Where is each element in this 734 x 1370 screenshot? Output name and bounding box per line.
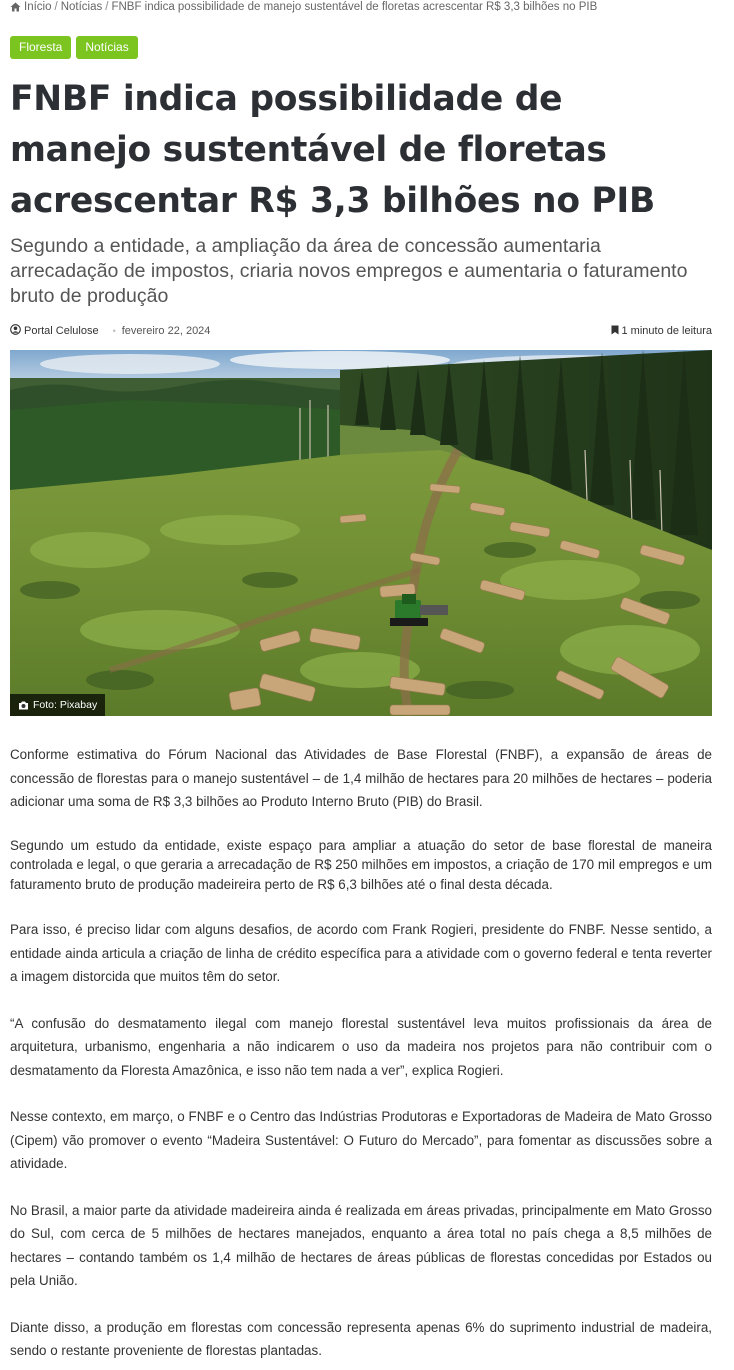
home-icon bbox=[10, 2, 21, 12]
forest-clearing-photo bbox=[10, 350, 712, 716]
featured-image bbox=[10, 350, 712, 716]
publish-date: fevereiro 22, 2024 bbox=[121, 325, 211, 337]
reading-time-label: 1 minuto de leitura bbox=[621, 325, 712, 337]
article-meta bbox=[10, 323, 712, 339]
reading-time bbox=[611, 325, 713, 338]
breadcrumb-home-link[interactable]: Início bbox=[24, 1, 52, 13]
author-link[interactable] bbox=[10, 324, 99, 338]
user-circle-icon bbox=[10, 324, 21, 338]
article-title: FNBF indica possibilidade de manejo sustentável de floretas acrescentar R$ 3,3 bilhões no PIB bbox=[10, 79, 655, 221]
tag-floresta[interactable]: Floresta bbox=[10, 36, 71, 59]
camera-icon bbox=[18, 701, 29, 710]
article-paragraph: Para isso, é preciso lidar com alguns desafios, de acordo com Frank Rogieri, presidente do FNBF. Nesse sentido, a entidade ainda articula a criação de linha de crédito específica para a atividade com o governo federal e tenta reverter a imagem distorcida que muitos têm do setor. bbox=[10, 922, 712, 984]
tag-noticias[interactable]: Notícias bbox=[76, 36, 137, 59]
article-paragraph: Diante disso, a produção em florestas com concessão representa apenas 6% do suprimento industrial de madeira, sendo o restante proveniente de florestas plantadas. bbox=[10, 1319, 712, 1358]
bookmark-icon bbox=[611, 325, 619, 338]
author-name: Portal Celulose bbox=[24, 325, 99, 337]
breadcrumb-current: FNBF indica possibilidade de manejo sustentável de floretas acrescentar R$ 3,3 bilhões no PIB bbox=[111, 1, 598, 13]
article-subtitle: Segundo a entidade, a ampliação da área de concessão aumentaria arrecadação de impostos, criaria novos empregos e aumentaria o faturamento bruto de produção bbox=[10, 235, 688, 307]
article-body bbox=[10, 743, 712, 1370]
breadcrumb bbox=[10, 1, 597, 13]
meta-separator: • bbox=[112, 326, 116, 336]
image-caption bbox=[10, 694, 105, 716]
article-paragraph: Nesse contexto, em março, o FNBF e o Centro das Indústrias Produtoras e Exportadoras de Madeira de Mato Grosso (Cipem) vão promover o evento “Madeira Sustentável: O Futuro do Mercado”, para fomentar as discussões sobre a atividade. bbox=[10, 1109, 712, 1171]
breadcrumb-section-link[interactable]: Notícias bbox=[60, 1, 103, 13]
article-paragraph: Segundo um estudo da entidade, existe espaço para ampliar a atuação do setor de base florestal de maneira controlada e legal, o que geraria a arrecadação de R$ 250 milhões em impostos, a criação de 170 mil empregos e um faturamento bruto de produção madeireira perto de R$ 6,3 bilhões até o final desta década. bbox=[10, 837, 712, 892]
image-caption-text: Foto: Pixabay bbox=[33, 699, 98, 711]
breadcrumb-separator: / bbox=[54, 1, 58, 13]
article-paragraph: Conforme estimativa do Fórum Nacional das Atividades de Base Florestal (FNBF), a expansão de áreas de concessão de florestas para o manejo sustentável – de 1,4 milhão de hectares para 20 milhões de hectares – poderia adicionar uma soma de R$ 3,3 bilhões ao Produto Interno Bruto (PIB) do Brasil. bbox=[10, 747, 712, 809]
article-paragraph: No Brasil, a maior parte da atividade madeireira ainda é realizada em áreas privadas, principalmente em Mato Grosso do Sul, com cerca de 5 milhões de hectares manejados, enquanto a área total no país chega a 8,5 milhões de hectares – contando também os 1,4 milhão de hectares de áreas públicas de florestas concedidas por Estados ou pela União. bbox=[10, 1202, 712, 1288]
breadcrumb-separator: / bbox=[105, 1, 109, 13]
article-paragraph: “A confusão do desmatamento ilegal com manejo florestal sustentável leva muitos profissionais da área de arquitetura, urbanismo, engenharia a não indicarem o uso da madeira nos projetos para não contribuir com o desmatamento da Floresta Amazônica, e isso não tem nada a ver”, explica Rogieri. bbox=[10, 1015, 712, 1078]
category-tags bbox=[10, 36, 138, 59]
